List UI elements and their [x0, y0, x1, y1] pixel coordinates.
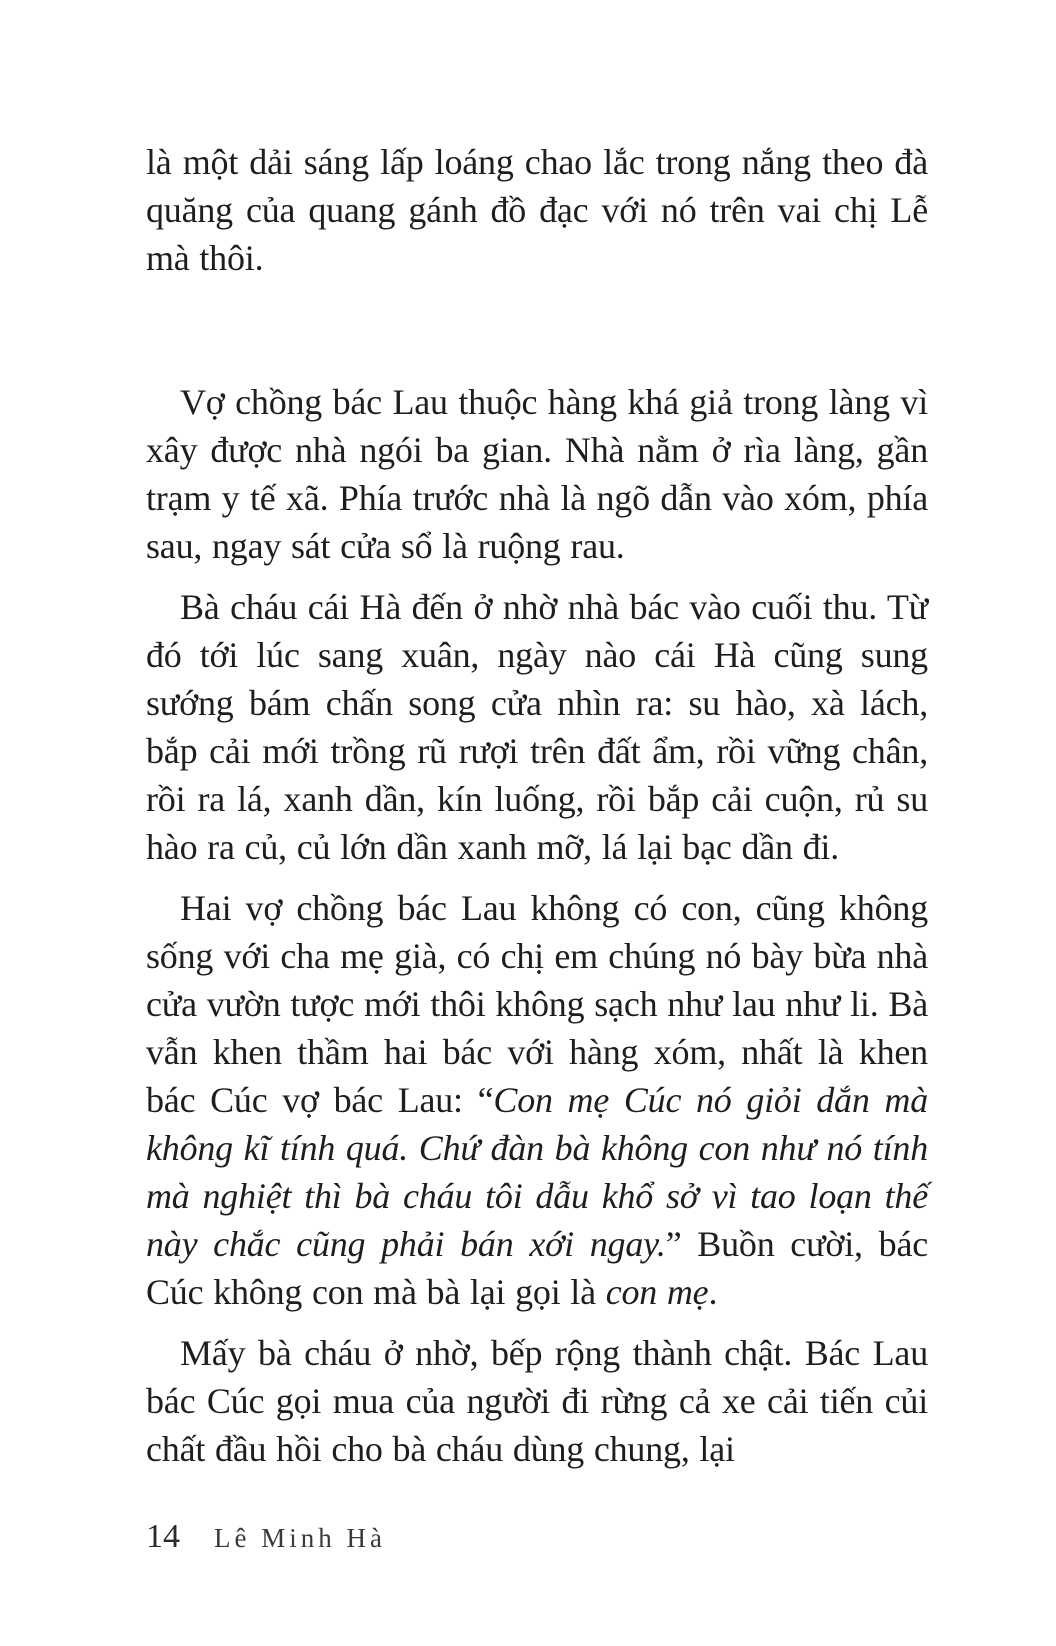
text-run: Mấy bà cháu ở nhờ, bếp rộng thành chật. Bác Lau bác Cúc gọi mua của người đi rừng cả xe cải tiến củi chất đầu hồi cho bà cháu dùng chung, lại: [146, 1333, 928, 1469]
text-run: ” Buồn cười, bác Cúc không con mà bà lại gọi là: [146, 1224, 929, 1312]
running-footer-author: Lê Minh Hà: [214, 1523, 386, 1553]
text-run: Bà cháu cái Hà đến ở nhờ nhà bác vào cuối thu. Từ đó tới lúc sang xuân, ngày nào cái Hà cũng sung sướng bám chấn song cửa nhìn ra: su hào, xà lách, bắp cải mới trồng rũ rượi trên đất ẩm, rồi vững chân, rồi ra lá, xanh dần, kín luống, rồi bắp cải cuộn, rủ su hào ra củ, củ lớn dần xanh mỡ, lá lại bạc dần đi.: [146, 587, 928, 867]
text-block: [146, 138, 928, 1486]
text-run: .: [708, 1272, 718, 1312]
italic-text-run: Con mẹ Cúc nó giỏi dắn mà không kĩ tính quá. Chứ đàn bà không con như nó tính mà nghiệt thì bà cháu tôi dẫu khổ sở vì tao loạn thế này chắc cũng phải bán xới ngay.: [146, 1080, 928, 1264]
text-run: là một dải sáng lấp loáng chao lắc trong nắng theo đà quăng của quang gánh đồ đạc với nó trên vai chị Lễ mà thôi.: [146, 142, 928, 278]
paragraph: [146, 583, 928, 871]
paragraph: [146, 138, 928, 282]
paragraph: [146, 378, 928, 570]
page-footer: [146, 1518, 386, 1556]
paragraph: [146, 1329, 928, 1473]
page-number: 14: [146, 1518, 180, 1555]
text-run: Vợ chồng bác Lau thuộc hàng khá giả trong làng vì xây được nhà ngói ba gian. Nhà nằm ở rìa làng, gần trạm y tế xã. Phía trước nhà là ngõ dẫn vào xóm, phía sau, ngay sát cửa sổ là ruộng rau.: [146, 382, 928, 566]
paragraph: [146, 884, 928, 1316]
text-run: Hai vợ chồng bác Lau không có con, cũng không sống với cha mẹ già, có chị em chúng nó bày bừa nhà cửa vườn tược mới thôi không sạch như lau như li. Bà vẫn khen thầm hai bác với hàng xóm, nhất là khen bác Cúc vợ bác Lau: “: [146, 888, 928, 1120]
italic-text-run: con mẹ: [605, 1272, 709, 1312]
